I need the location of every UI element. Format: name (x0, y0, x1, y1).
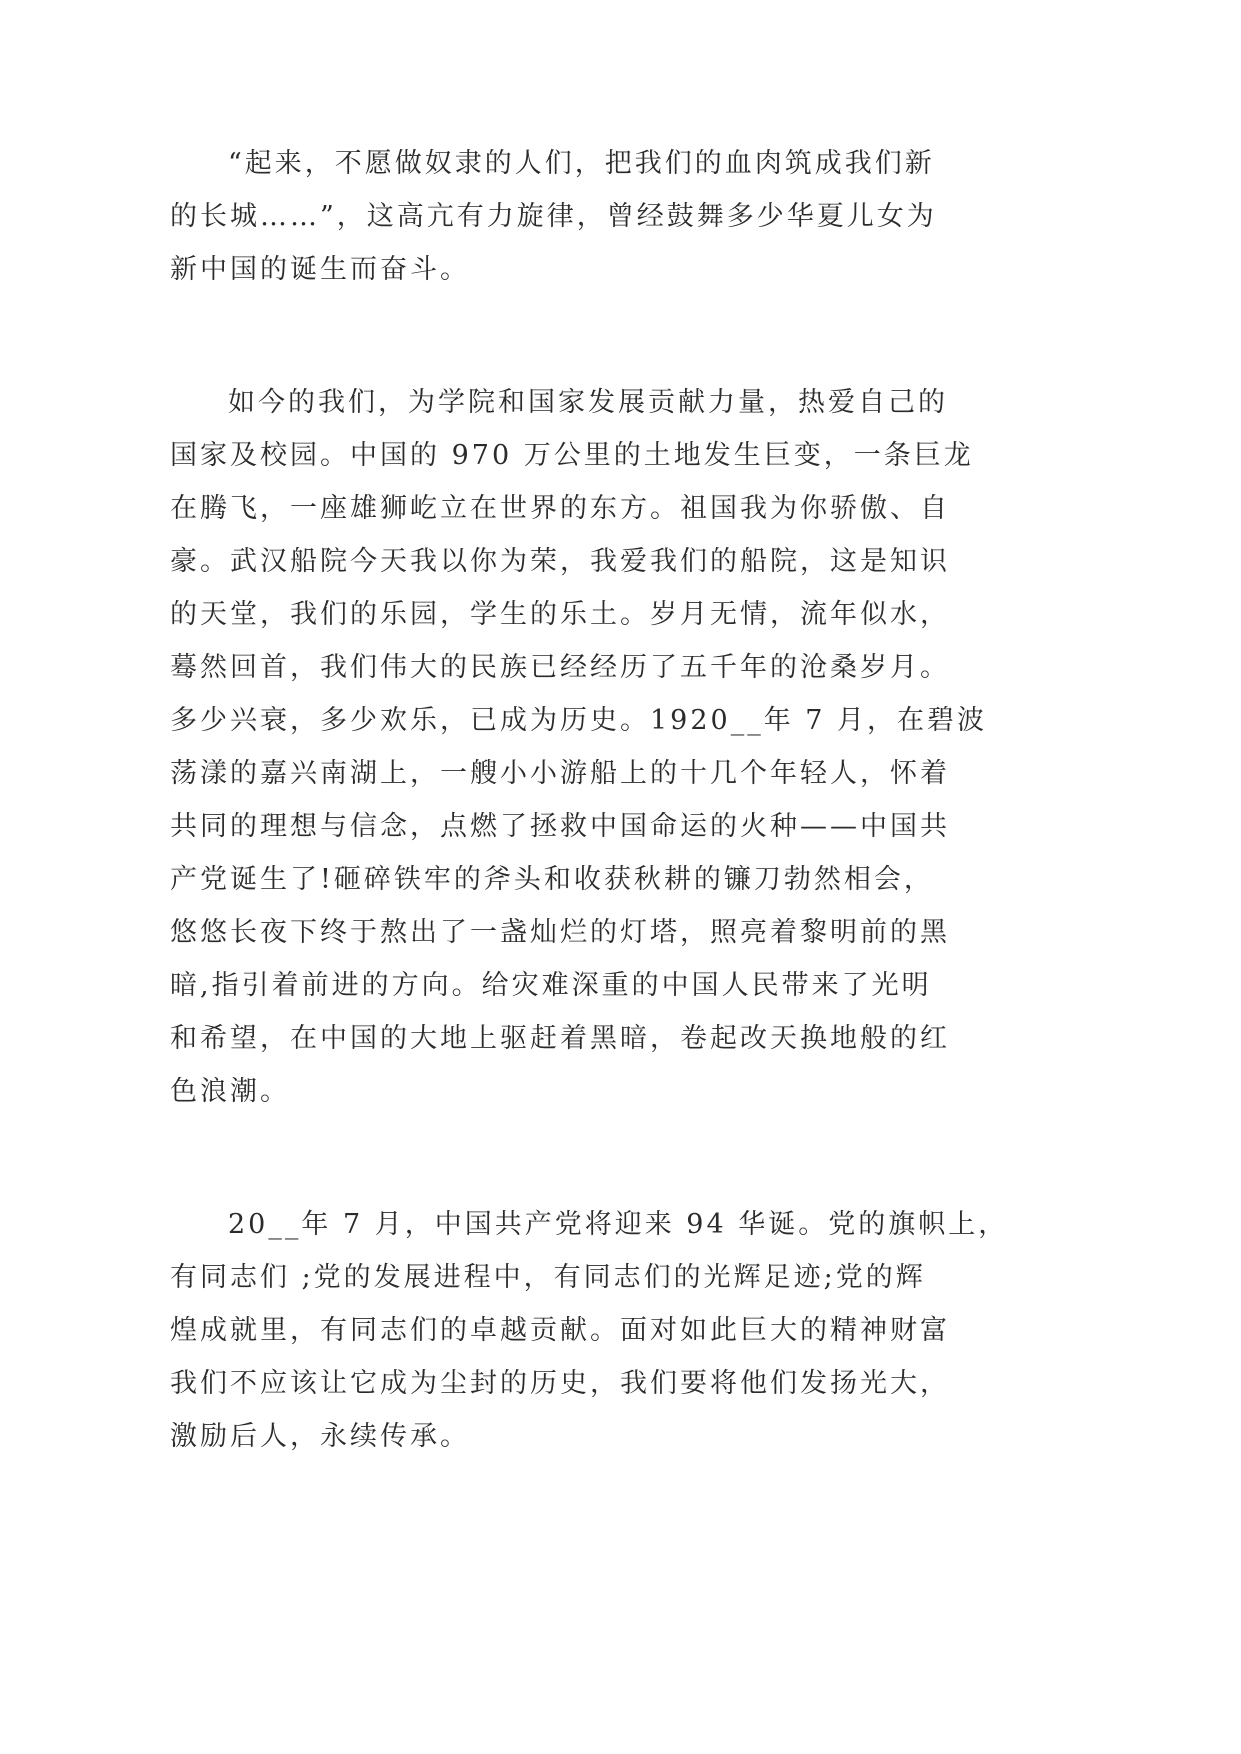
paragraph-line: 多少兴衰，多少欢乐，已成为历史。1920__年 7 月，在碧波 (170, 705, 988, 736)
paragraph-line: 我们不应该让它成为尘封的历史，我们要将他们发扬光大， (170, 1368, 950, 1399)
paragraph-line: 煌成就里，有同志们的卓越贡献。面对如此巨大的精神财富 (170, 1315, 950, 1346)
paragraph-line: 豪。武汉船院今天我以你为荣，我爱我们的船院，这是知识 (170, 546, 950, 577)
paragraph-line: 有同志们 ;党的发展进程中，有同志们的光辉足迹;党的辉 (170, 1262, 926, 1293)
paragraph-1 (170, 137, 950, 296)
paragraph-line: 产党诞生了!砸碎铁牢的斧头和收获秋耕的镰刀勃然相会， (170, 864, 934, 895)
paragraph-line: 蓦然回首，我们伟大的民族已经经历了五千年的沧桑岁月。 (170, 652, 950, 683)
paragraph-line: “起来，不愿做奴隶的人们，把我们的血肉筑成我们新 (228, 148, 935, 179)
paragraph-line: 国家及校园。中国的 970 万公里的土地发生巨变，一条巨龙 (170, 440, 974, 471)
paragraph-line: 暗,指引着前进的方向。给灾难深重的中国人民带来了光明 (170, 970, 932, 1001)
paragraph-line: 激励后人，永续传承。 (170, 1421, 470, 1452)
paragraph-2 (170, 376, 988, 1118)
paragraph-line: 的天堂，我们的乐园，学生的乐土。岁月无情，流年似水， (170, 599, 950, 630)
paragraph-line: 悠悠长夜下终于熬出了一盏灿烂的灯塔，照亮着黎明前的黑 (170, 917, 950, 948)
paragraph-line: 色浪潮。 (170, 1076, 290, 1107)
paragraph-line: 和希望，在中国的大地上驱赶着黑暗，卷起改天换地般的红 (170, 1023, 950, 1054)
paragraph-gap (170, 1118, 950, 1198)
paragraph-gap (170, 296, 950, 376)
paragraph-line: 在腾飞，一座雄狮屹立在世界的东方。祖国我为你骄傲、自 (170, 493, 950, 524)
document-body (170, 137, 1009, 1463)
paragraph-3 (170, 1198, 1009, 1463)
paragraph-line: 20__年 7 月，中国共产党将迎来 94 华诞。党的旗帜上， (228, 1209, 1009, 1240)
paragraph-line: 新中国的诞生而奋斗。 (170, 254, 470, 285)
paragraph-line: 的长城……”，这高亢有力旋律，曾经鼓舞多少华夏儿女为 (170, 201, 937, 232)
paragraph-line: 荡漾的嘉兴南湖上，一艘小小游船上的十几个年轻人，怀着 (170, 758, 950, 789)
paragraph-line: 共同的理想与信念，点燃了拯救中国命运的火种——中国共 (170, 811, 950, 842)
paragraph-line: 如今的我们，为学院和国家发展贡献力量，热爱自己的 (228, 387, 948, 418)
